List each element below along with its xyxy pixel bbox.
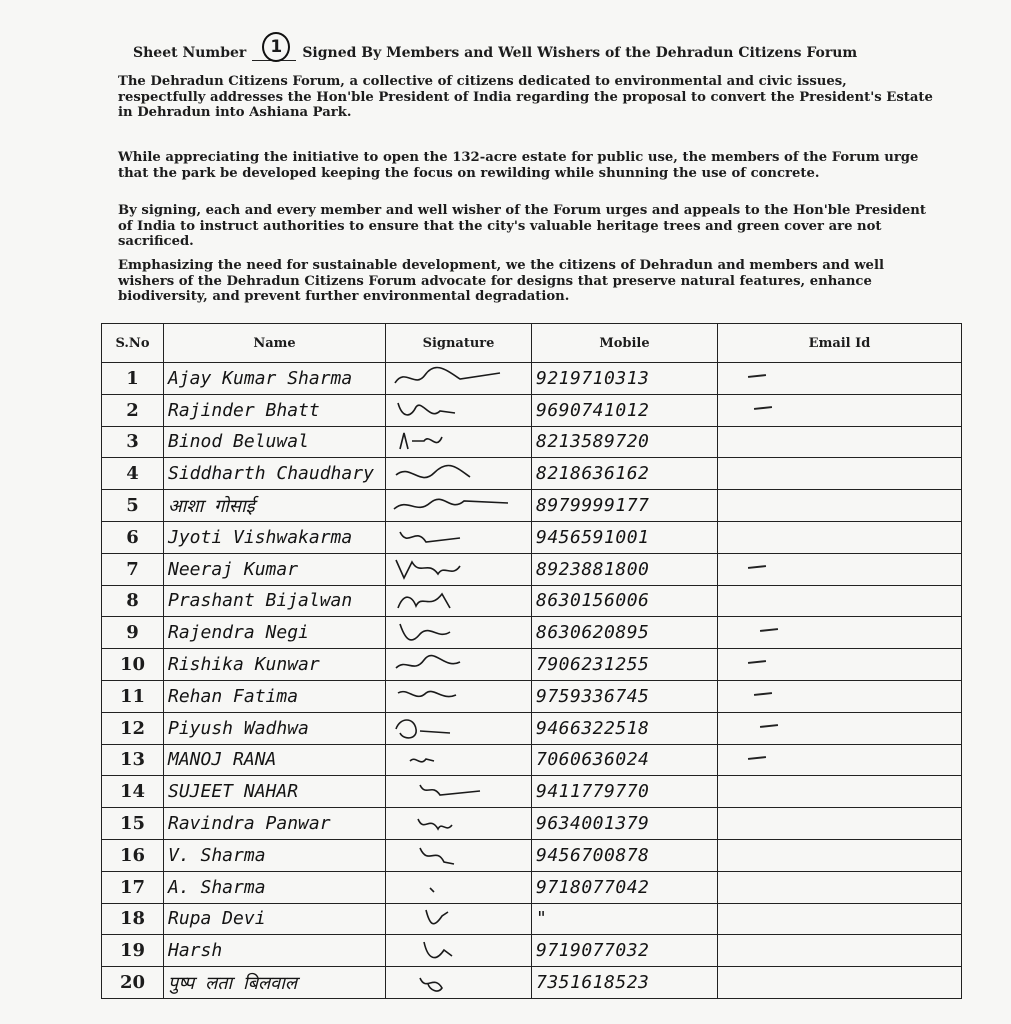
- name-cell: Harsh: [164, 935, 386, 967]
- name-cell: Prashant Bijalwan: [164, 585, 386, 617]
- sno-cell: 20: [102, 967, 164, 999]
- signature-scribble: [390, 556, 510, 582]
- signature-scribble: [390, 842, 510, 868]
- appeal-paragraph: By signing, each and every member and well wisher of the Forum urges and appeals to the Hon'ble President of India to instruct authorities to ensure that the city's valuable heritage trees and green cover are not sacrificed.: [118, 203, 926, 249]
- email-cell: [718, 426, 962, 458]
- email-cell: [718, 363, 962, 395]
- sno-cell: 5: [102, 490, 164, 522]
- mobile-cell: 8979999177: [532, 490, 718, 522]
- email-cell: [718, 680, 962, 712]
- sno-cell: 14: [102, 776, 164, 808]
- email-cell: [718, 871, 962, 903]
- sno-cell: 10: [102, 649, 164, 681]
- email-cell: [718, 712, 962, 744]
- mobile-cell: 9634001379: [532, 808, 718, 840]
- signature-scribble: [390, 365, 510, 391]
- signature-scribble: [390, 970, 510, 996]
- email-dash-mark: [748, 660, 766, 664]
- signature-cell: [386, 935, 532, 967]
- name-cell: V. Sharma: [164, 839, 386, 871]
- table-row: [102, 967, 962, 999]
- email-cell: [718, 490, 962, 522]
- signature-scribble: [390, 683, 510, 709]
- signature-cell: [386, 458, 532, 490]
- table-row: [102, 903, 962, 935]
- signature-scribble: [390, 588, 510, 614]
- table-row: [102, 680, 962, 712]
- signature-cell: [386, 967, 532, 999]
- sheet-number-value: 1: [262, 32, 290, 62]
- name-cell: Rehan Fatima: [164, 680, 386, 712]
- mobile-cell: ": [532, 903, 718, 935]
- signature-scribble: [390, 811, 510, 837]
- email-cell: [718, 776, 962, 808]
- name-cell: Neeraj Kumar: [164, 553, 386, 585]
- signature-scribble: [390, 874, 510, 900]
- signature-scribble: [390, 493, 510, 519]
- name-cell: Binod Beluwal: [164, 426, 386, 458]
- header-name: Name: [164, 324, 386, 363]
- signature-scribble: [390, 779, 510, 805]
- signature-table: [101, 323, 962, 999]
- sno-cell: 9: [102, 617, 164, 649]
- table-row: [102, 363, 962, 395]
- sno-cell: 15: [102, 808, 164, 840]
- sno-cell: 4: [102, 458, 164, 490]
- name-cell: Rishika Kunwar: [164, 649, 386, 681]
- email-dash-mark: [760, 628, 778, 632]
- mobile-cell: 8630156006: [532, 585, 718, 617]
- email-cell: [718, 808, 962, 840]
- table-row: [102, 935, 962, 967]
- signature-scribble: [390, 652, 510, 678]
- signature-cell: [386, 712, 532, 744]
- header-mobile: Mobile: [532, 324, 718, 363]
- signature-scribble: [390, 524, 510, 550]
- name-cell: Jyoti Vishwakarma: [164, 521, 386, 553]
- mobile-cell: 9718077042: [532, 871, 718, 903]
- name-cell: Piyush Wadhwa: [164, 712, 386, 744]
- table-row: [102, 744, 962, 776]
- signature-scribble: [390, 429, 510, 455]
- email-cell: [718, 903, 962, 935]
- name-cell: पुष्प लता बिलवाल: [164, 967, 386, 999]
- sno-cell: 16: [102, 839, 164, 871]
- name-cell: Rajinder Bhatt: [164, 394, 386, 426]
- signature-rows: [102, 363, 962, 999]
- signature-cell: [386, 839, 532, 871]
- table-row: [102, 458, 962, 490]
- sno-cell: 17: [102, 871, 164, 903]
- sno-cell: 11: [102, 680, 164, 712]
- header-sno: S.No: [102, 324, 164, 363]
- signature-scribble: [390, 906, 510, 932]
- sno-cell: 18: [102, 903, 164, 935]
- email-dash-mark: [754, 692, 772, 696]
- table-row: [102, 712, 962, 744]
- table-row: [102, 839, 962, 871]
- email-cell: [718, 585, 962, 617]
- signature-cell: [386, 490, 532, 522]
- table-row: [102, 585, 962, 617]
- name-cell: Rajendra Negi: [164, 617, 386, 649]
- mobile-cell: 7351618523: [532, 967, 718, 999]
- sustainability-paragraph: Emphasizing the need for sustainable development, we the citizens of Dehradun and members and well wishers of the Dehradun Citizens Forum advocate for designs that preserve natural features, enhance biodiversity, and prevent further environmental degradation.: [118, 258, 884, 304]
- email-cell: [718, 521, 962, 553]
- signature-cell: [386, 394, 532, 426]
- name-cell: Siddharth Chaudhary: [164, 458, 386, 490]
- name-cell: Rupa Devi: [164, 903, 386, 935]
- email-cell: [718, 553, 962, 585]
- email-cell: [718, 649, 962, 681]
- table-row: [102, 490, 962, 522]
- mobile-cell: 9466322518: [532, 712, 718, 744]
- signature-scribble: [390, 938, 510, 964]
- table-row: [102, 521, 962, 553]
- signature-scribble: [390, 715, 510, 741]
- signature-cell: [386, 649, 532, 681]
- signature-cell: [386, 744, 532, 776]
- sno-cell: 8: [102, 585, 164, 617]
- signature-cell: [386, 521, 532, 553]
- table-row: [102, 426, 962, 458]
- signature-cell: [386, 363, 532, 395]
- signature-cell: [386, 426, 532, 458]
- name-cell: आशा गोसाई: [164, 490, 386, 522]
- signature-scribble: [390, 620, 510, 646]
- name-cell: Ajay Kumar Sharma: [164, 363, 386, 395]
- table-header-row: [102, 324, 962, 363]
- header-signature: Signature: [386, 324, 532, 363]
- sno-cell: 12: [102, 712, 164, 744]
- signature-cell: [386, 585, 532, 617]
- signature-scribble: [390, 461, 510, 487]
- mobile-cell: 9411779770: [532, 776, 718, 808]
- sno-cell: 6: [102, 521, 164, 553]
- mobile-cell: 8923881800: [532, 553, 718, 585]
- table-row: [102, 394, 962, 426]
- email-dash-mark: [760, 724, 778, 728]
- mobile-cell: 8218636162: [532, 458, 718, 490]
- sno-cell: 3: [102, 426, 164, 458]
- email-dash-mark: [748, 565, 766, 569]
- email-cell: [718, 458, 962, 490]
- mobile-cell: 7060636024: [532, 744, 718, 776]
- email-cell: [718, 935, 962, 967]
- appreciation-paragraph: While appreciating the initiative to open the 132-acre estate for public use, the members of the Forum urge that the park be developed keeping the focus on rewilding while shunning the use of concrete.: [118, 150, 919, 181]
- email-dash-mark: [754, 406, 772, 410]
- email-cell: [718, 744, 962, 776]
- signature-scribble: [390, 747, 510, 773]
- email-cell: [718, 617, 962, 649]
- signature-cell: [386, 617, 532, 649]
- mobile-cell: 7906231255: [532, 649, 718, 681]
- signature-cell: [386, 553, 532, 585]
- sheet-title: Signed By Members and Well Wishers of the Dehradun Citizens Forum: [302, 45, 858, 61]
- sno-cell: 13: [102, 744, 164, 776]
- signature-cell: [386, 680, 532, 712]
- signature-cell: [386, 808, 532, 840]
- sheet-number-label: Sheet Number: [133, 45, 247, 61]
- sno-cell: 19: [102, 935, 164, 967]
- mobile-cell: 9690741012: [532, 394, 718, 426]
- intro-paragraph: The Dehradun Citizens Forum, a collective of citizens dedicated to environmental and civic issues, respectfully addresses the Hon'ble President of India regarding the proposal to convert the President's Estate in Dehradun into Ashiana Park.: [118, 74, 933, 120]
- name-cell: SUJEET NAHAR: [164, 776, 386, 808]
- mobile-cell: 9759336745: [532, 680, 718, 712]
- mobile-cell: 9456591001: [532, 521, 718, 553]
- mobile-cell: 9719077032: [532, 935, 718, 967]
- mobile-cell: 9219710313: [532, 363, 718, 395]
- table-row: [102, 776, 962, 808]
- email-dash-mark: [748, 374, 766, 378]
- mobile-cell: 8213589720: [532, 426, 718, 458]
- name-cell: A. Sharma: [164, 871, 386, 903]
- signature-scribble: [390, 397, 510, 423]
- table-row: [102, 871, 962, 903]
- signature-cell: [386, 903, 532, 935]
- email-cell: [718, 839, 962, 871]
- signature-cell: [386, 776, 532, 808]
- sno-cell: 7: [102, 553, 164, 585]
- table-row: [102, 649, 962, 681]
- sno-cell: 2: [102, 394, 164, 426]
- table-row: [102, 808, 962, 840]
- email-cell: [718, 967, 962, 999]
- email-cell: [718, 394, 962, 426]
- sheet-number-field: [252, 34, 296, 61]
- mobile-cell: 9456700878: [532, 839, 718, 871]
- signature-cell: [386, 871, 532, 903]
- email-dash-mark: [748, 756, 766, 760]
- mobile-cell: 8630620895: [532, 617, 718, 649]
- table-row: [102, 617, 962, 649]
- name-cell: Ravindra Panwar: [164, 808, 386, 840]
- header-email: Email Id: [718, 324, 962, 363]
- name-cell: MANOJ RANA: [164, 744, 386, 776]
- sno-cell: 1: [102, 363, 164, 395]
- sheet-header: [133, 34, 933, 61]
- table-row: [102, 553, 962, 585]
